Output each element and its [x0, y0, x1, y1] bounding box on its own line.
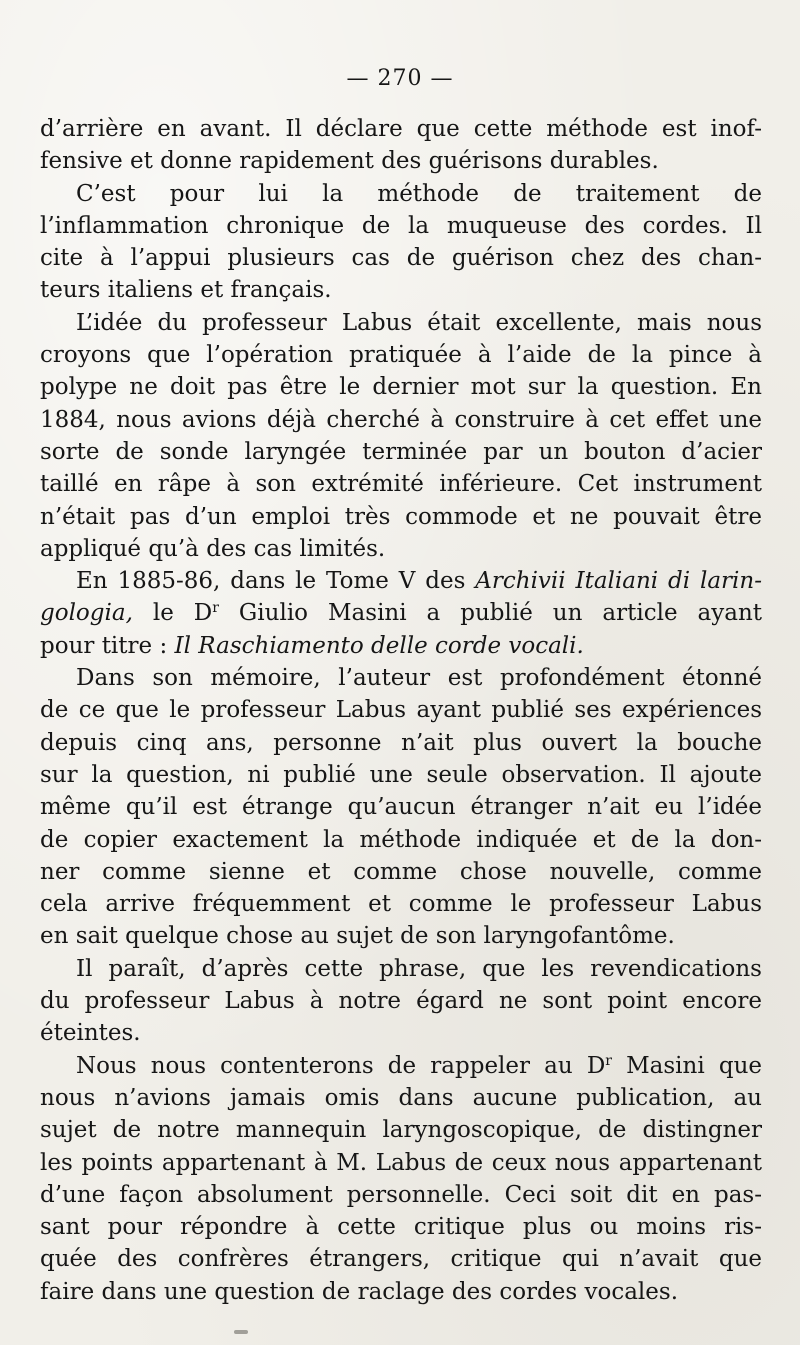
body-text [40, 113, 762, 1308]
text-line: en sait quelque chose au sujet de son laryngofantôme. [40, 923, 675, 950]
text-line: de ce que le professeur Labus ayant publié ses expériences [40, 697, 762, 724]
text-line: nous n’avions jamais omis dans aucune publication, au [40, 1084, 762, 1111]
text-line: appliqué qu’à des cas limités. [40, 535, 386, 562]
text-line: n’était pas d’un emploi très commode et ne pouvait être [40, 503, 762, 530]
text-line: depuis cinq ans, personne n’ait plus ouvert la bouche [40, 729, 762, 756]
text-line: d’une façon absolument personnelle. Ceci soit dit en pas- [40, 1181, 762, 1208]
text-line: taillé en râpe à son extrémité inférieure. Cet instrument [40, 471, 762, 498]
italic-text: Il Raschiamento delle corde vocali. [174, 632, 584, 659]
text-segment: Nous nous contenterons de rappeler au D [76, 1052, 606, 1079]
text-line: C’est pour lui la méthode de traitement de [76, 180, 762, 207]
text-line: 1884, nous avions déjà cherché à construire à cet effet une [40, 406, 762, 433]
text-line: les points appartenant à M. Labus de ceux nous appartenant [40, 1149, 762, 1176]
text-line: teurs italiens et français. [40, 277, 332, 304]
text-segment: Giulio Masini a publié un article ayant [218, 600, 763, 627]
text-line: Il paraît, d’après cette phrase, que les revendications [76, 955, 762, 982]
text-line: cela arrive fréquemment et comme le professeur Labus [40, 891, 762, 918]
text-segment: le D [132, 600, 213, 627]
text-line: quée des confrères étrangers, critique qui n’avait que [40, 1246, 762, 1273]
text-segment: pour titre : [40, 632, 175, 659]
text-line: sur la question, ni publié une seule observation. Il ajoute [40, 761, 762, 788]
ink-speck [234, 1330, 248, 1334]
text-line [40, 630, 762, 662]
text-line: faire dans une question de raclage des cordes vocales. [40, 1278, 679, 1305]
text-line: sorte de sonde laryngée terminée par un bouton d’acier [40, 438, 762, 465]
text-line: L’idée du professeur Labus était excellente, mais nous [76, 309, 762, 336]
text-line: de copier exactement la méthode indiquée et de la don- [40, 826, 762, 853]
text-segment: En 1885-86, dans le Tome V des [76, 568, 476, 595]
superscript: r [212, 600, 219, 617]
text-line: fensive et donne rapidement des guérisons durables. [40, 148, 659, 175]
text-line [40, 597, 762, 629]
text-line: même qu’il est étrange qu’aucun étranger n’ait eu l’idée [40, 794, 762, 821]
text-line: l’inflammation chronique de la muqueuse des cordes. Il [40, 212, 762, 239]
text-line: d’arrière en avant. Il déclare que cette méthode est inof- [40, 116, 762, 142]
text-line: sant pour répondre à cette critique plus ou moins ris- [40, 1214, 762, 1241]
text-line: cite à l’appui plusieurs cas de guérison chez des chan- [40, 245, 762, 272]
superscript: r [605, 1052, 612, 1069]
italic-text: Archivii Italiani di larin- [475, 568, 762, 595]
text-line: croyons que l’opération pratiquée à l’aide de la pince à [40, 342, 762, 369]
text-line: du professeur Labus à notre égard ne sont point encore [40, 988, 762, 1015]
text-line: ner comme sienne et comme chose nouvelle, comme [40, 858, 762, 885]
text-line [40, 1050, 762, 1082]
italic-text: gologia, [40, 600, 133, 627]
text-line: sujet de notre mannequin laryngoscopique, de distingner [40, 1117, 762, 1144]
page-number: — 270 — [346, 66, 454, 91]
text-line: éteintes. [40, 1020, 141, 1047]
text-line: Dans son mémoire, l’auteur est profondément étonné [76, 665, 762, 692]
text-line [40, 565, 762, 597]
text-segment: Masini que [611, 1052, 762, 1079]
text-line: polype ne doit pas être le dernier mot sur la question. En [40, 374, 762, 401]
